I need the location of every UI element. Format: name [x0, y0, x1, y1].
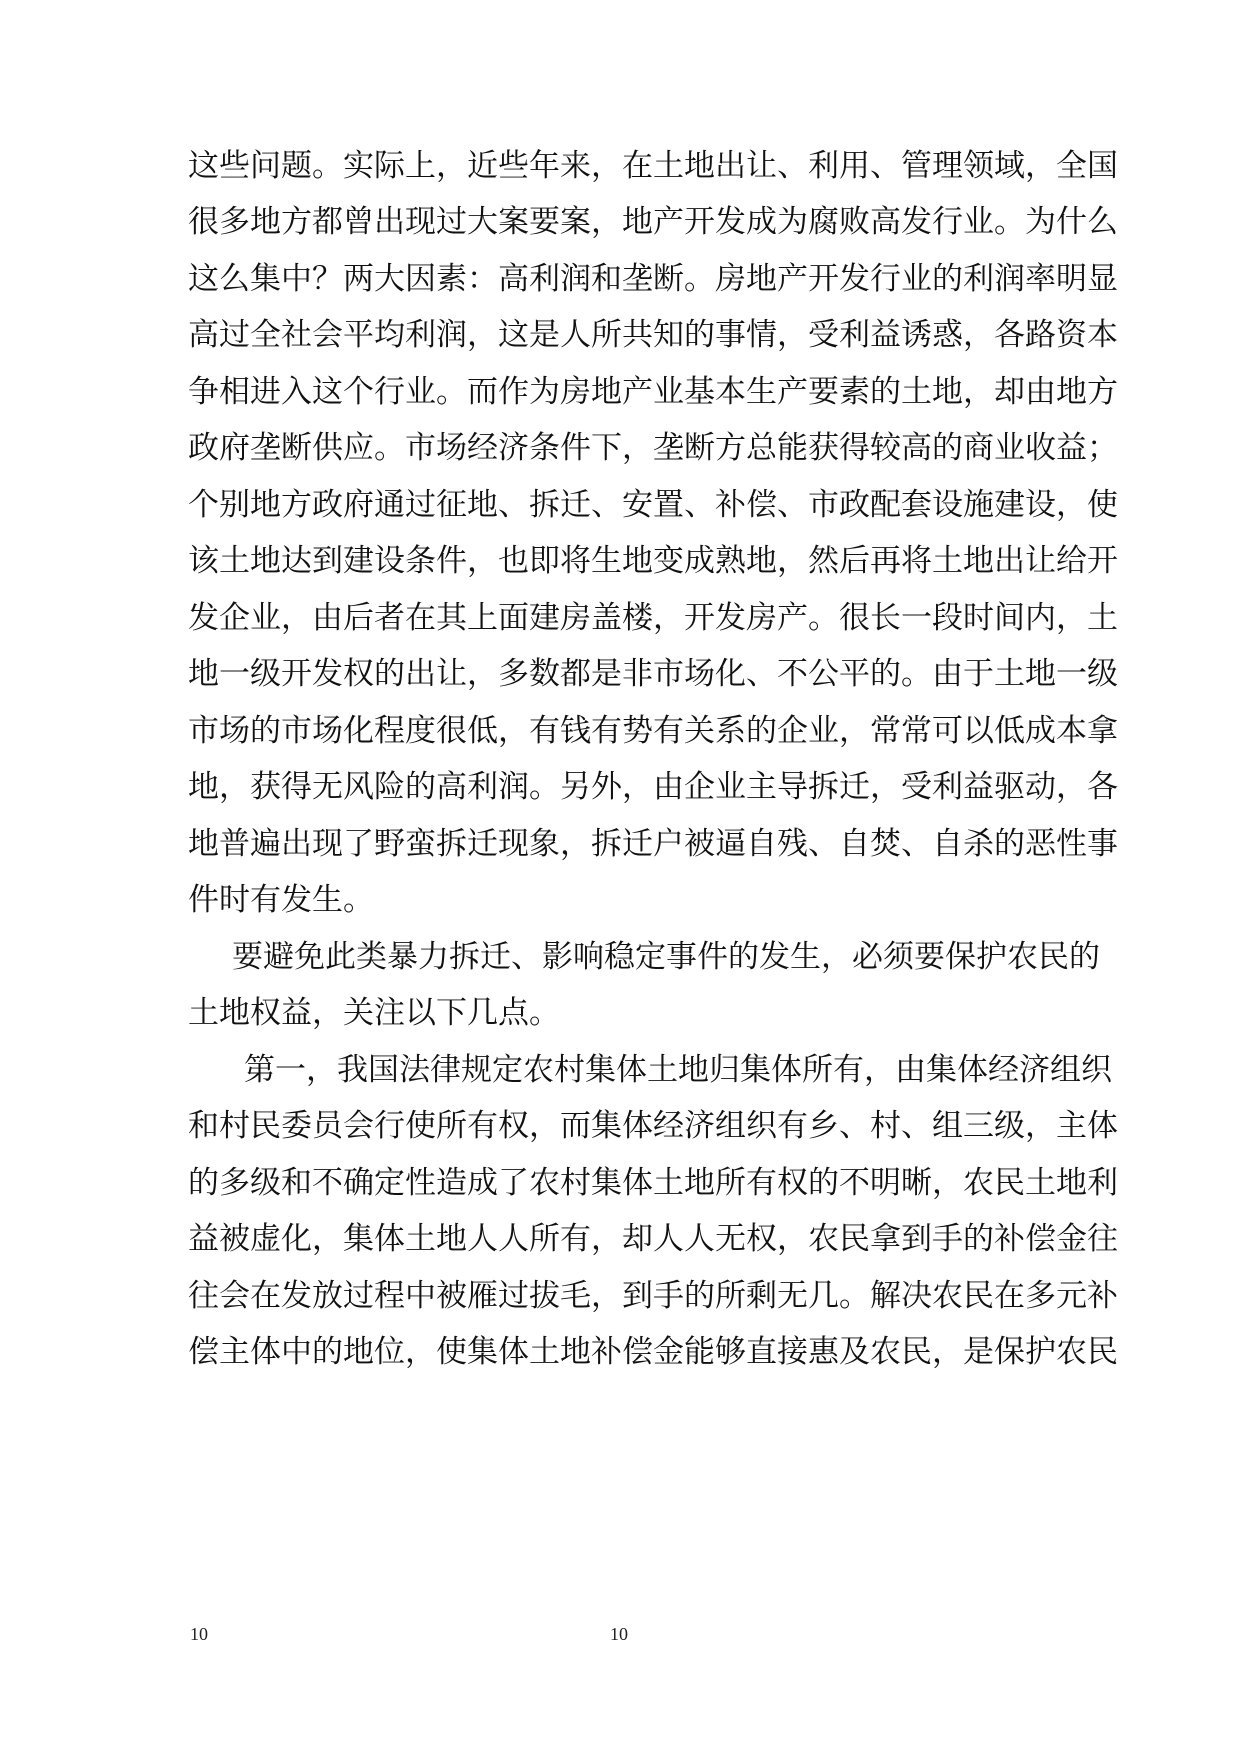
text-line: 的多级和不确定性造成了农村集体土地所有权的不明晰，农民土地利	[188, 1165, 1118, 1201]
text-line: 益被虚化，集体土地人人所有，却人人无权，农民拿到手的补偿金往	[188, 1221, 1118, 1257]
text-line: 地普遍出现了野蛮拆迁现象，拆迁户被逼自残、自焚、自杀的恶性事	[188, 826, 1118, 862]
text-line: 土地权益，关注以下几点。	[188, 995, 560, 1031]
text-line: 地，获得无风险的高利润。另外，由企业主导拆迁，受利益驱动，各	[188, 769, 1118, 805]
text-line: 这些问题。实际上，近些年来，在土地出让、利用、管理领域，全国	[188, 148, 1118, 184]
text-line: 件时有发生。	[188, 882, 374, 918]
text-line: 发企业，由后者在其上面建房盖楼，开发房产。很长一段时间内，土	[188, 600, 1118, 636]
text-line: 偿主体中的地位，使集体土地补偿金能够直接惠及农民，是保护农民	[188, 1334, 1118, 1370]
text-line-indented: 第一，我国法律规定农村集体土地归集体所有，由集体经济组织	[244, 1052, 1112, 1088]
text-line-indented: 要避免此类暴力拆迁、影响稳定事件的发生，必须要保护农民的	[232, 939, 1100, 975]
text-line: 这么集中？两大因素：高利润和垄断。房地产开发行业的利润率明显	[188, 261, 1118, 297]
text-line: 地一级开发权的出让，多数都是非市场化、不公平的。由于土地一级	[188, 656, 1118, 692]
text-line: 高过全社会平均利润，这是人所共知的事情，受利益诱惑，各路资本	[188, 317, 1118, 353]
text-line: 和村民委员会行使所有权，而集体经济组织有乡、村、组三级，主体	[188, 1108, 1118, 1144]
text-line: 该土地达到建设条件，也即将生地变成熟地，然后再将土地出让给开	[188, 543, 1118, 579]
page-number-center: 10	[610, 1624, 628, 1644]
text-line: 个别地方政府通过征地、拆迁、安置、补偿、市政配套设施建设，使	[188, 487, 1118, 523]
text-line: 争相进入这个行业。而作为房地产业基本生产要素的土地，却由地方	[188, 374, 1118, 410]
text-line: 很多地方都曾出现过大案要案，地产开发成为腐败高发行业。为什么	[188, 204, 1118, 240]
text-line: 政府垄断供应。市场经济条件下，垄断方总能获得较高的商业收益；	[188, 430, 1118, 466]
page-number-left: 10	[190, 1624, 208, 1644]
text-line: 市场的市场化程度很低，有钱有势有关系的企业，常常可以低成本拿	[188, 713, 1118, 749]
text-line: 往会在发放过程中被雁过拔毛，到手的所剩无几。解决农民在多元补	[188, 1278, 1118, 1314]
